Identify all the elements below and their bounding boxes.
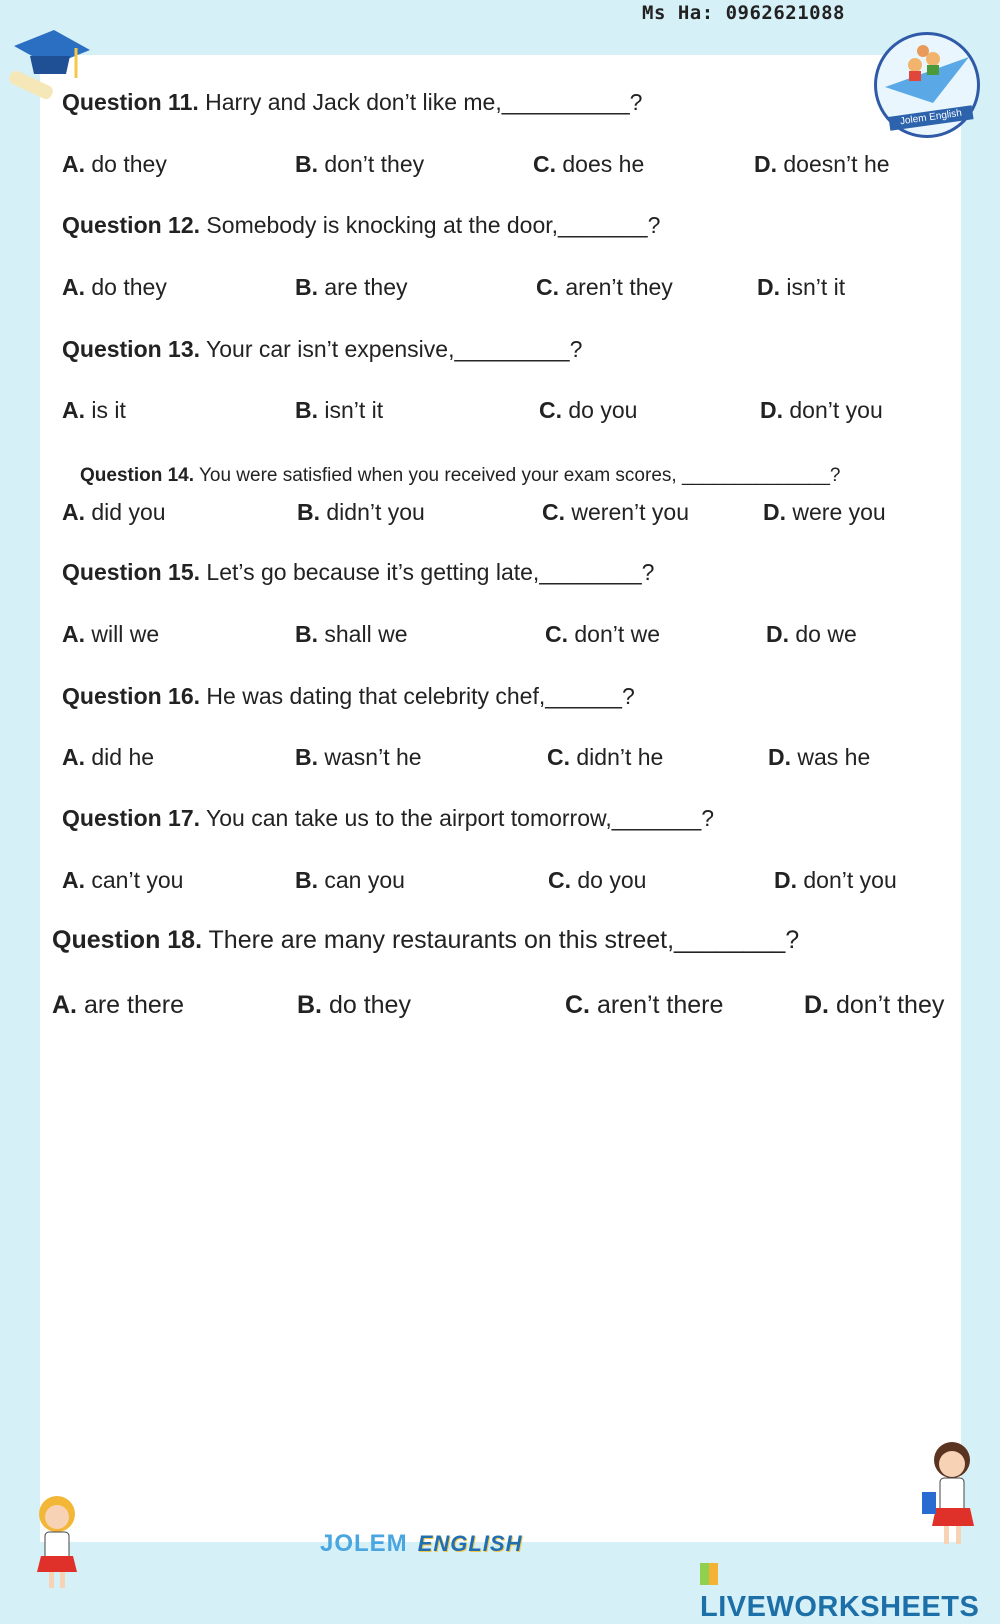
q16-option-b[interactable]: [295, 744, 422, 771]
option-text: aren’t they: [559, 274, 673, 300]
option-letter: C.: [565, 991, 590, 1019]
girl-student-illustration-right: [918, 1438, 988, 1550]
q15-option-b[interactable]: [295, 621, 407, 648]
q18-option-c[interactable]: [565, 991, 723, 1020]
option-letter: C.: [547, 744, 570, 770]
option-text: do we: [789, 621, 857, 647]
option-text: don’t they: [318, 151, 425, 177]
question-number: Question 13.: [62, 336, 201, 362]
question-number: Question 17.: [62, 805, 201, 831]
option-letter: A.: [52, 991, 77, 1019]
q13-option-d[interactable]: [760, 397, 883, 424]
question-number: Question 16.: [62, 683, 201, 709]
liveworksheets-icon: [700, 1563, 718, 1585]
option-text: aren’t there: [590, 991, 724, 1019]
girl-student-illustration-left: [28, 1492, 86, 1592]
q16-option-a[interactable]: [62, 744, 154, 771]
option-letter: A.: [62, 151, 85, 177]
q12-option-c[interactable]: [536, 274, 673, 301]
option-text: isn’t it: [318, 397, 384, 423]
q18-option-b[interactable]: [297, 991, 411, 1020]
q16-option-d[interactable]: [768, 744, 870, 771]
q16-option-c[interactable]: [547, 744, 663, 771]
question-stem: Harry and Jack don’t like me,__________?: [198, 89, 643, 115]
option-letter: C.: [548, 867, 571, 893]
liveworksheets-brand[interactable]: [700, 1558, 1000, 1624]
option-text: isn’t it: [780, 274, 846, 300]
option-letter: D.: [754, 151, 777, 177]
option-text: do they: [85, 274, 167, 300]
option-text: don’t we: [568, 621, 661, 647]
q17-option-c[interactable]: [548, 867, 646, 894]
question-16: [62, 683, 635, 710]
q11-option-c[interactable]: [533, 151, 644, 178]
option-letter: A.: [62, 499, 85, 525]
option-text: didn’t you: [320, 499, 425, 525]
q14-option-c[interactable]: [542, 499, 689, 526]
option-text: doesn’t he: [777, 151, 890, 177]
option-letter: B.: [295, 151, 318, 177]
paper-plane-kids-icon: [877, 35, 977, 115]
option-text: were you: [786, 499, 886, 525]
question-stem: You were satisfied when you received your exam scores, ______________?: [194, 465, 841, 486]
option-text: does he: [556, 151, 645, 177]
question-number: Question 15.: [62, 559, 201, 585]
option-letter: B.: [295, 397, 318, 423]
q12-option-d[interactable]: [757, 274, 845, 301]
option-letter: B.: [295, 867, 318, 893]
option-text: did he: [85, 744, 155, 770]
option-letter: D.: [760, 397, 783, 423]
option-letter: A.: [62, 744, 85, 770]
question-stem: There are many restaurants on this street,________?: [202, 926, 800, 954]
option-text: do you: [571, 867, 647, 893]
option-letter: D.: [763, 499, 786, 525]
option-letter: A.: [62, 397, 85, 423]
logo-label: Jolem English: [888, 105, 973, 131]
q17-option-b[interactable]: [295, 867, 405, 894]
question-stem: You can take us to the airport tomorrow,_______?: [200, 805, 715, 831]
option-letter: A.: [62, 621, 85, 647]
teacher-phone: Ms Ha: 0962621088: [642, 2, 845, 24]
q17-option-a[interactable]: [62, 867, 183, 894]
jolem-english-footer-logo: [320, 1530, 522, 1558]
option-text: was he: [791, 744, 871, 770]
question-stem: Somebody is knocking at the door,_______?: [200, 212, 661, 238]
q13-option-a[interactable]: [62, 397, 126, 424]
question-number: Question 11.: [62, 89, 199, 115]
question-11: [62, 89, 642, 116]
jolem-english-logo: [874, 32, 980, 138]
q15-option-a[interactable]: [62, 621, 159, 648]
q18-option-a[interactable]: [52, 991, 184, 1020]
q11-option-b[interactable]: [295, 151, 424, 178]
question-number: Question 12.: [62, 212, 201, 238]
option-text: don’t you: [797, 867, 897, 893]
option-text: did you: [85, 499, 166, 525]
question-15: [62, 559, 654, 586]
question-stem: Your car isn’t expensive,_________?: [200, 336, 583, 362]
option-text: do you: [562, 397, 638, 423]
option-text: are there: [77, 991, 185, 1019]
option-letter: B.: [295, 744, 318, 770]
option-text: do they: [322, 991, 411, 1019]
question-stem: He was dating that celebrity chef,______?: [200, 683, 635, 709]
question-18: [52, 926, 799, 955]
q15-option-d[interactable]: [766, 621, 857, 648]
option-letter: C.: [539, 397, 562, 423]
option-letter: D.: [774, 867, 797, 893]
question-number: Question 18.: [52, 926, 203, 954]
question-number: Question 14.: [80, 465, 195, 486]
option-text: will we: [85, 621, 160, 647]
question-stem: Let’s go because it’s getting late,________?: [200, 559, 655, 585]
question-13: [62, 336, 582, 363]
question-12: [62, 212, 660, 239]
option-letter: D.: [757, 274, 780, 300]
q13-option-b[interactable]: [295, 397, 383, 424]
q13-option-c[interactable]: [539, 397, 637, 424]
option-letter: C.: [536, 274, 559, 300]
q11-option-d[interactable]: [754, 151, 890, 178]
option-text: are they: [318, 274, 408, 300]
question-14: [80, 465, 840, 487]
option-text: can’t you: [85, 867, 184, 893]
option-letter: C.: [533, 151, 556, 177]
q14-option-b[interactable]: [297, 499, 425, 526]
q15-option-c[interactable]: [545, 621, 660, 648]
brand-right: ENGLISH: [417, 1531, 523, 1556]
option-text: do they: [85, 151, 167, 177]
brand-left: JOLEM: [320, 1530, 408, 1557]
option-text: weren’t you: [565, 499, 690, 525]
option-letter: A.: [62, 867, 85, 893]
option-letter: D.: [768, 744, 791, 770]
liveworksheets-text: LIVEWORKSHEETS: [700, 1591, 980, 1623]
q14-option-a[interactable]: [62, 499, 166, 526]
q11-option-a[interactable]: [62, 151, 167, 178]
q17-option-d[interactable]: [774, 867, 897, 894]
option-text: can you: [318, 867, 405, 893]
option-letter: D.: [804, 991, 829, 1019]
option-text: didn’t he: [570, 744, 664, 770]
option-letter: C.: [545, 621, 568, 647]
q12-option-a[interactable]: [62, 274, 167, 301]
option-letter: D.: [766, 621, 789, 647]
option-text: wasn’t he: [318, 744, 422, 770]
option-text: don’t you: [783, 397, 883, 423]
option-letter: B.: [297, 499, 320, 525]
option-letter: A.: [62, 274, 85, 300]
option-letter: B.: [295, 621, 318, 647]
question-17: [62, 805, 714, 832]
option-letter: B.: [295, 274, 318, 300]
option-text: is it: [85, 397, 126, 423]
q18-option-d[interactable]: [804, 991, 944, 1020]
option-text: shall we: [318, 621, 408, 647]
option-letter: B.: [297, 991, 322, 1019]
option-text: don’t they: [829, 991, 945, 1019]
q14-option-d[interactable]: [763, 499, 886, 526]
option-letter: C.: [542, 499, 565, 525]
q12-option-b[interactable]: [295, 274, 408, 301]
